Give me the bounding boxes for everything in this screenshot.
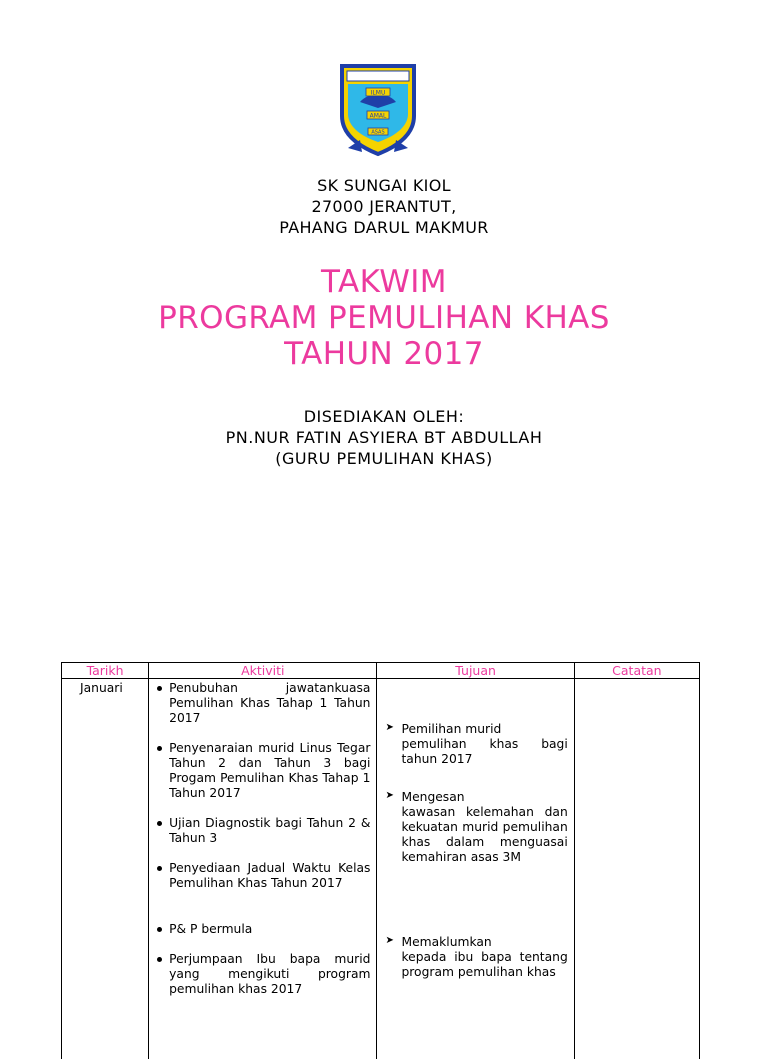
logo-word-asas: ASAS [371, 130, 384, 136]
goal-lead: ➤ Mengesan [401, 790, 567, 805]
table-row [62, 679, 700, 1059]
row-date: Januari [62, 679, 148, 696]
list-item: Penyediaan Jadual Waktu Kelas Pemulihan Khas Tahun 2017 [155, 861, 370, 891]
document-title [0, 264, 768, 372]
list-item: P& P bermula [155, 922, 370, 937]
cell-notes [574, 679, 699, 1059]
cell-date [62, 679, 149, 1059]
cell-goals [377, 679, 574, 1059]
prepared-name: PN.NUR FATIN ASYIERA BT ABDULLAH [0, 427, 768, 448]
school-name: SK SUNGAI KIOL [0, 175, 768, 196]
goal-rest: kepada ibu bapa tentang program pemulihan khas [401, 950, 567, 979]
goal-rest: pemulihan khas bagi tahun 2017 [401, 737, 567, 766]
header-tujuan: Tujuan [377, 663, 574, 679]
list-item: Penyenaraian murid Linus Tegar Tahun 2 dan Tahun 3 bagi Progam Pemulihan Khas Tahap 1 Tahun 2017 [155, 741, 370, 801]
goal-list [377, 679, 573, 980]
header-aktiviti: Aktiviti [149, 663, 377, 679]
goal-lead: ➤ Pemilihan murid [401, 722, 567, 737]
school-address [0, 175, 768, 238]
list-item: Ujian Diagnostik bagi Tahun 2 & Tahun 3 [155, 816, 370, 846]
goal-rest: kawasan kelemahan dan kekuatan murid pemulihan khas dalam menguasai kemahiran asas 3M [401, 805, 567, 864]
cell-activities [149, 679, 377, 1059]
schedule-table [61, 662, 700, 1059]
table-header-row [62, 663, 700, 679]
logo-word-ilmu: ILMU [371, 90, 386, 97]
title-line-1: TAKWIM [0, 264, 768, 300]
goal-lead: ➤ Memaklumkan [401, 935, 567, 950]
list-item [383, 790, 567, 865]
prepared-label: DISEDIAKAN OLEH: [0, 406, 768, 427]
logo-word-amal: AMAL [370, 113, 387, 120]
school-state: PAHANG DARUL MAKMUR [0, 217, 768, 238]
school-postcode-city: 27000 JERANTUT, [0, 196, 768, 217]
list-item: Penubuhan jawatankuasa Pemulihan Khas Tahap 1 Tahun 2017 [155, 681, 370, 726]
header-tarikh: Tarikh [62, 663, 149, 679]
list-item [383, 722, 567, 767]
header-catatan: Catatan [574, 663, 699, 679]
prepared-role: (GURU PEMULIHAN KHAS) [0, 448, 768, 469]
list-item [383, 935, 567, 980]
activity-list [149, 679, 376, 997]
title-line-3: TAHUN 2017 [0, 336, 768, 372]
prepared-by [0, 406, 768, 469]
school-crest-logo [338, 62, 418, 158]
list-item: Perjumpaan Ibu bapa murid yang mengikuti program pemulihan khas 2017 [155, 952, 370, 997]
title-line-2: PROGRAM PEMULIHAN KHAS [0, 300, 768, 336]
